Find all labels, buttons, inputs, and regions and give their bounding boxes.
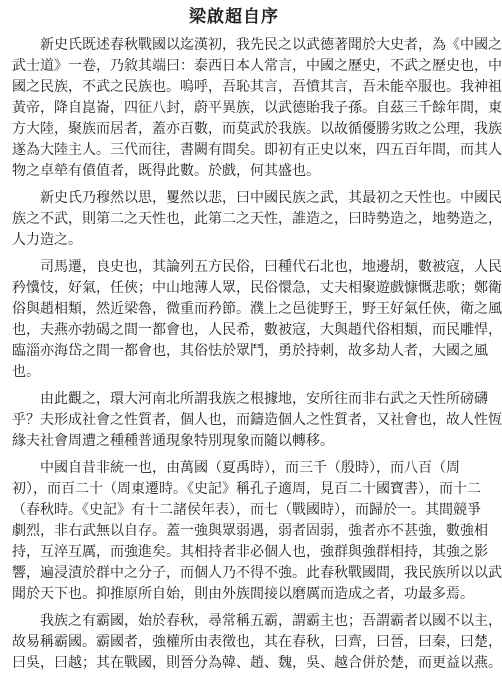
paragraph-line: 曰吳，曰越；其在戰國，則晉分為韓、趙、魏，吳、越合併於楚，而更益以燕。 <box>12 655 502 671</box>
paragraph-line: 也。 <box>12 364 40 380</box>
paragraph-line: 矜懻忮，好氣，任俠；中山地薄人眾，民俗懁急，丈夫相聚遊戲慷慨悲歌；鄭衛 <box>12 280 502 296</box>
paragraph-line: （春秋時。《史記》有十二諸侯年表），而七（戰國時），而歸於一。其間競爭 <box>12 502 481 518</box>
paragraph-line: 遂為大陸主人。三代而往，書闕有間矣。即初有正史以來，四五百年間，而其人 <box>12 142 502 158</box>
paragraph-line: 物之卓犖有僨值者，既得此數。於戲，何其盛也。 <box>12 163 320 179</box>
paragraph-line: 新史氏既述春秋戰國以迄漢初，我先民之以武德著聞於大史者，為《中國之 <box>40 37 502 53</box>
paragraph-line: 方大陸，聚族而居者，蓋亦百數，而莫武於我族。以故循優勝劣敗之公理，我族 <box>12 121 502 137</box>
paragraph-line: 人力造之。 <box>12 232 82 248</box>
paragraph-line: 緣夫社會周遭之種種普通現象特別現象而隨以轉移。 <box>12 433 334 449</box>
paragraph-line: 乎？夫形成社會之性質者，個人也，而鑄造個人之性質者，又社會也，故人性恆 <box>12 412 502 428</box>
paragraph-line: 劇烈，非右武無以自存。蓋一強與眾弱遇，弱者固弱，強者亦不甚強，數強相 <box>12 523 488 539</box>
paragraph-line: 持，互淬互厲，而強進矣。其相持者非必個人也，強群與強群相持，其強之影 <box>12 544 488 560</box>
paragraph-line: 由此觀之，環大河南北所謂我族之根據地，安所往而非右武之天性所磅礴 <box>40 391 488 407</box>
paragraph-line: 也，夫燕亦勃碣之間一都會也，人民希，數被寇，大與趙代俗相類，而民雕悍， <box>12 322 502 338</box>
paragraph-line: 中國自昔非統一也，由萬國（夏禹時），而三千（殷時），而八百（周 <box>40 460 460 476</box>
paragraph-line: 響，遍浸漬於群中之分子，而個人乃不得不強。此春秋戰國間，我民族所以以武 <box>12 565 502 581</box>
document-body <box>12 35 502 674</box>
paragraph-line: 俗與趙相類，然近梁魯，微重而矜節。濮上之邑徙野王，野王好氣任俠，衛之風 <box>12 301 502 317</box>
paragraph-line: 司馬遷，良史也，其論列五方民俗，曰種代石北也，地邊胡，數被寇，人民 <box>40 259 502 275</box>
paragraph-line: 臨淄亦海岱之間一都會也，其俗怯於眾鬥，勇於持刺，故多劫人者，大國之風 <box>12 343 488 359</box>
paragraph-line: 國之民族，不武之民族也。嗚呼，吾恥其言，吾憤其言，吾未能卒服也。我神祖 <box>12 79 502 95</box>
paragraph-line: 我族之有霸國，始於春秋，尋常稱五霸，謂霸主也；吾謂霸者以國不以主， <box>40 613 502 629</box>
paragraph-line: 黃帝，降自崑崙，四征八封，蔚平異族，以武德貽我子孫。自茲三千餘年間，東 <box>12 100 502 116</box>
paragraph-line: 新史氏乃穆然以思，矍然以悲，曰中國民族之武，其最初之天性也。中國民 <box>40 190 502 206</box>
paragraph-line: 初），而百二十（周東遷時。《史記》稱孔子適周，見百二十國寶書），而十二 <box>12 481 481 497</box>
document-title: 梁啟超自序 <box>189 7 279 27</box>
paragraph-line: 族之不武，則第二之天性也，此第二之天性，誰造之，曰時勢造之，地勢造之， <box>12 211 502 227</box>
paragraph-line: 聞於天下也。抑推原所自始，則由外族間接以磨厲而造成之者，功最多焉。 <box>12 586 474 602</box>
paragraph-line: 故易稱霸國。霸國者，強權所由表徵也，其在春秋，曰齊，曰晉，曰秦，曰楚， <box>12 634 502 650</box>
paragraph-line: 武士道》一卷，乃敘其端曰：泰西日本人常言，中國之歷史，不武之歷史也，中 <box>12 58 502 74</box>
